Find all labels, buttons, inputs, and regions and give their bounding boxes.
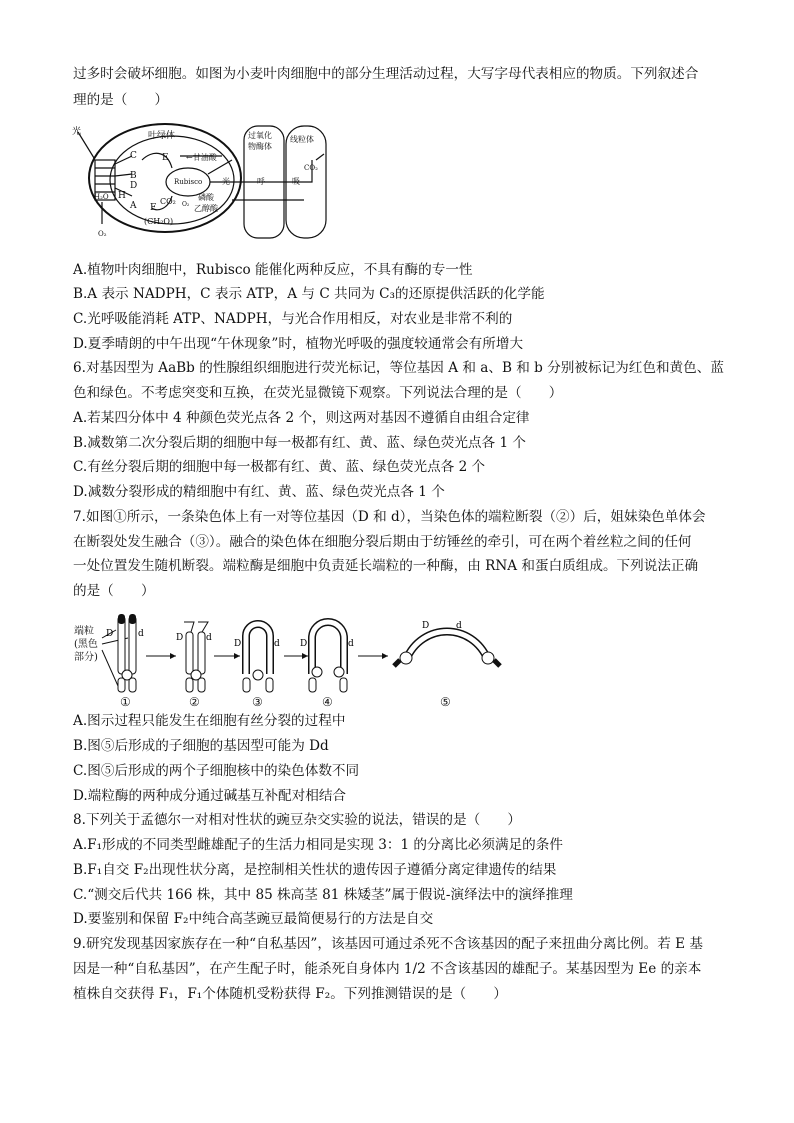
co2-label: CO₂ — [160, 197, 176, 206]
respiration-label: 吸 — [292, 177, 300, 186]
h2o-label: H₂O — [94, 193, 109, 201]
question-stem-line: 理的是（ ） — [73, 92, 169, 108]
telomere-label: 部分) — [74, 652, 98, 663]
option-b: B.减数第二次分裂后期的细胞中每一极都有红、黄、蓝、绿色荧光点各 1 个 — [73, 435, 527, 451]
letter-a-label: A — [130, 201, 137, 211]
gene-d-lower-label: d — [274, 639, 280, 649]
letter-d-label: D — [130, 181, 138, 191]
chromosome-fusion-diagram — [72, 608, 512, 708]
option-a: A.F₁形成的不同类型雌雄配子的生活力相同是实现 3：1 的分离比必须满足的条件 — [73, 837, 563, 853]
chloroplast-label: 叶绿体 — [148, 131, 176, 141]
light-label: 光 — [222, 177, 230, 186]
phosphoglycolate-label: 磷酸 — [198, 193, 214, 202]
option-c: C.有丝分裂后期的细胞中每一极都有红、黄、蓝、绿色荧光点各 2 个 — [73, 459, 486, 475]
question-stem-line: 7.如图①所示，一条染色体上有一对等位基因（D 和 d），当染色体的端粒断裂（②）后，姐妹染色单体会 — [73, 509, 706, 525]
letter-b-label: B — [130, 171, 137, 181]
gene-d-upper-label: D — [300, 639, 308, 649]
chromosome-step-1 — [106, 614, 144, 692]
letter-e-label: E — [162, 153, 169, 163]
option-d: D.端粒酶的两种成分通过碱基互补配对相结合 — [73, 788, 347, 804]
light-label: 光 — [72, 127, 82, 137]
gene-d-lower-label: d — [348, 639, 354, 649]
letter-h-label: H — [118, 191, 126, 201]
option-d: D.要鉴别和保留 F₂中纯合高茎豌豆最简便易行的方法是自交 — [73, 911, 434, 927]
chromosome-step-3 — [234, 624, 280, 692]
peroxisome-label: 物酶体 — [248, 142, 272, 151]
step-label: ⑤ — [440, 695, 451, 708]
option-c: C.图⑤后形成的两个子细胞核中的染色体数不同 — [73, 763, 360, 779]
o2-label: O₂ — [182, 201, 190, 208]
question-stem-line: 过多时会破坏细胞。如图为小麦叶肉细胞中的部分生理活动过程，大写字母代表相应的物质。下列叙述合 — [73, 66, 699, 82]
option-c: C.“测交后代共 166 株，其中 85 株高茎 81 株矮茎”属于假说-演绎法中的演绎推理 — [73, 887, 573, 903]
question-stem-line: 一处位置发生随机断裂。端粒酶是细胞中负责延长端粒的一种酶，由 RNA 和蛋白质组成。下列说法正确 — [73, 558, 699, 574]
option-b: B.图⑤后形成的子细胞的基因型可能为 Dd — [73, 738, 329, 754]
gene-d-lower-label: d — [138, 629, 144, 639]
letter-f-label: F — [150, 203, 157, 213]
telomere-label: 端粒 — [74, 626, 94, 637]
chromosome-step-4 — [300, 622, 354, 692]
telomere-label: (黑色 — [74, 639, 98, 650]
gene-d-upper-label: D — [234, 639, 242, 649]
gene-d-lower-label: d — [456, 621, 462, 631]
chromosome-step-2 — [176, 622, 212, 692]
respiration-label: 呼 — [257, 177, 265, 186]
question-stem-line: 的是（ ） — [73, 583, 155, 599]
gene-d-lower-label: d — [206, 633, 212, 643]
phosphoglycolate-label: 乙醇酸 — [194, 204, 218, 213]
gene-d-upper-label: D — [176, 633, 184, 643]
photorespiration-diagram — [72, 120, 342, 245]
option-a: A.图示过程只能发生在细胞有丝分裂的过程中 — [73, 713, 346, 729]
gene-d-upper-label: D — [106, 629, 114, 639]
question-stem-line: 8.下列关于孟德尔一对相对性状的豌豆杂交实验的说法，错误的是（ ） — [73, 812, 521, 828]
question-stem-line: 因是一种“自私基因”，在产生配子时，能杀死自身体内 1/2 不含该基因的雄配子。某基因型为 Ee 的亲本 — [73, 961, 702, 977]
question-stem-line: 在断裂处发生融合（③）。融合的染色体在细胞分裂后期由于纺锤丝的牵引，可在两个着丝粒之间的任何 — [73, 534, 692, 550]
option-d: D.夏季晴朗的中午出现“午休现象”时，植物光呼吸的强度较通常会有所增大 — [73, 336, 524, 352]
rubisco-label: Rubisco — [174, 178, 203, 186]
step-label: ① — [120, 695, 131, 708]
step-label: ③ — [252, 695, 263, 708]
o2-label: O₂ — [98, 230, 107, 238]
question-stem-line: 9.研究发现基因家族存在一种“自私基因”，该基因可通过杀死不含该基因的配子来扭曲分离比例。若 E 基 — [73, 936, 703, 952]
option-b: B.F₁自交 F₂出现性状分离，是控制相关性状的遗传因子遵循分离定律遗传的结果 — [73, 862, 557, 878]
option-b: B.A 表示 NADPH，C 表示 ATP，A 与 C 共同为 C₃的还原提供活跃的化学能 — [73, 286, 545, 302]
option-c: C.光呼吸能消耗 ATP、NADPH，与光合作用相反，对农业是非常不利的 — [73, 311, 513, 327]
glycerate-label: ←甘油酸 — [186, 153, 217, 162]
question-stem-line: 植株自交获得 F₁，F₁个体随机受粉获得 F₂。下列推测错误的是（ ） — [73, 986, 507, 1002]
letter-c-label: C — [130, 151, 137, 161]
chromosome-step-5 — [394, 621, 500, 666]
step-label: ② — [189, 695, 200, 708]
question-stem-line: 色和绿色。不考虑突变和互换，在荧光显微镜下观察。下列说法合理的是（ ） — [73, 385, 563, 401]
question-stem-line: 6.对基因型为 AaBb 的性腺组织细胞进行荧光标记，等位基因 A 和 a、B 和 b 分别被标记为红色和黄色、蓝 — [73, 360, 724, 376]
option-a: A.植物叶肉细胞中，Rubisco 能催化两种反应，不具有酶的专一性 — [73, 262, 473, 278]
option-a: A.若某四分体中 4 种颜色荧光点各 2 个，则这两对基因不遵循自由组合定律 — [73, 410, 530, 426]
peroxisome-label: 过氧化 — [248, 131, 272, 140]
step-label: ④ — [322, 695, 333, 708]
co2-label: CO₂ — [304, 164, 318, 172]
option-d: D.减数分裂形成的精细胞中有红、黄、蓝、绿色荧光点各 1 个 — [73, 484, 445, 500]
gene-d-upper-label: D — [422, 621, 430, 631]
mitochondrion-label: 线粒体 — [290, 135, 314, 144]
ch2o-label: (CH₂O) — [144, 217, 174, 226]
